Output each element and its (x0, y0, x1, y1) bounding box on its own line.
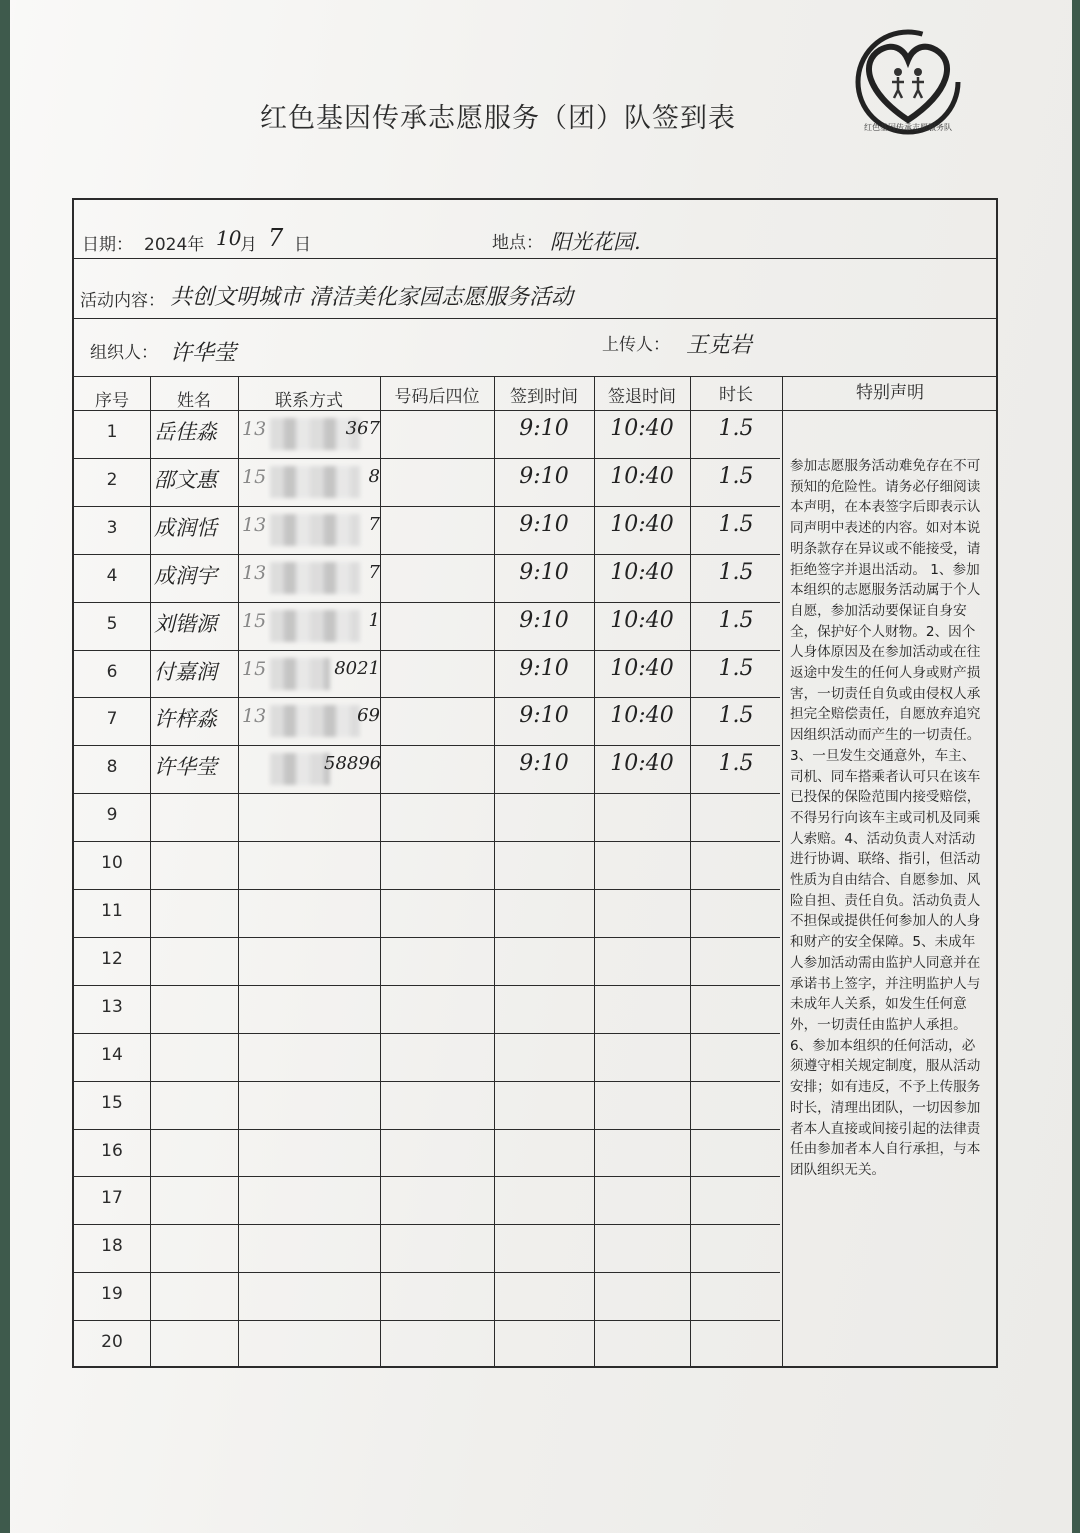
row-number: 3 (106, 517, 118, 538)
duration-value: 1.5 (718, 463, 754, 489)
participant-name: 刘锴源 (154, 611, 217, 636)
col-header-contact: 联系方式 (275, 391, 343, 411)
row-divider (74, 506, 780, 507)
phone-tail: 7 (368, 561, 380, 583)
activity-label: 活动内容： (80, 291, 165, 311)
sign-out-time: 10:40 (610, 655, 674, 681)
phone-tail: 1 (368, 609, 380, 631)
row-divider (74, 1081, 780, 1082)
row-number: 18 (101, 1236, 123, 1257)
col-header-duration: 时长 (719, 385, 753, 405)
row-divider (74, 937, 780, 938)
row-divider (74, 697, 780, 698)
phone-head: 13 (242, 513, 267, 536)
duration-value: 1.5 (718, 511, 754, 537)
row-divider (74, 1272, 780, 1273)
row-number: 16 (101, 1140, 123, 1161)
row-number: 10 (101, 853, 123, 874)
row-number: 6 (106, 661, 118, 682)
row-divider (74, 554, 780, 555)
sign-in-time: 9:10 (519, 416, 569, 441)
col-header-notice: 特别声明 (856, 383, 924, 403)
row-number: 19 (101, 1284, 123, 1305)
row-number: 1 (106, 422, 118, 442)
logo-caption: 红色基因传承志愿服务队 (864, 123, 952, 132)
duration-value: 1.5 (718, 416, 754, 441)
phone-tail: 367 (345, 418, 380, 439)
participant-name: 许梓淼 (154, 707, 217, 732)
sign-in-form (72, 198, 998, 1368)
sign-in-time: 9:10 (519, 703, 569, 729)
sign-out-time: 10:40 (610, 751, 674, 777)
participant-name: 岳佳淼 (154, 420, 217, 444)
sign-in-sheet (10, 0, 1072, 1533)
row-number: 8 (106, 757, 118, 778)
location-label: 地点： (492, 233, 543, 253)
phone-tail: 8 (368, 465, 380, 487)
phone-head: 13 (242, 561, 267, 584)
row-divider (74, 650, 780, 651)
sign-out-time: 10:40 (610, 703, 674, 729)
phone-head: 13 (242, 418, 267, 440)
row-divider (74, 841, 780, 842)
sign-in-time: 9:10 (519, 607, 569, 633)
phone-redaction (270, 658, 330, 690)
phone-redaction (270, 753, 330, 785)
row-number: 4 (106, 565, 118, 586)
date-label: 日期： (82, 235, 133, 255)
phone-head: 15 (242, 465, 267, 488)
row-divider (74, 458, 780, 459)
row-divider (74, 1224, 780, 1225)
duration-value: 1.5 (718, 703, 754, 729)
duration-value: 1.5 (718, 607, 754, 633)
col-header-sign-in: 签到时间 (510, 387, 578, 407)
participant-name: 邵文惠 (154, 467, 217, 492)
duration-value: 1.5 (718, 751, 754, 777)
special-notice: 参加志愿服务活动难免存在不可预知的危险性。请务必仔细阅读本声明，在本表签字后即表示认同声明中表述的内容。如对本说明条款存在异议或不能接受，请拒绝签字并退出活动。 1、参加本组织的志愿服务活动属于个人自愿，参加活动要保证自身安全，保护好个人财物。2、因个人身体原因及在参加活动或在往返途中发生的任何人身或财产损害，一切责任自负或由侵权人承担完全赔偿责任，自愿放弃追究因组织活动而产生的一切责任。3、一旦发生交通意外，车主、司机、同车搭乘者认可只在该车已投保的保险范围内接受赔偿，不得另行向该车主或司机及同乘人索赔。4、活动负责人对活动进行协调、联络、指引，但活动性质为自由结合、自愿参加、风险自担、责任自负。活动负责人不担保或提供任何参加人的人身和财产的安全保障。5、未成年人参加活动需由监护人同意并在承诺书上签字，并注明监护人与未成年人关系，如发生任何意外，一切责任由监护人承担。6、参加本组织的任何活动，必须遵守相关规定制度，服从活动安排；如有违反，不予上传服务时长，清理出团队，一切因参加者本人直接或间接引起的法律责任由参加者本人自行承担，与本团队组织无关。 (790, 458, 981, 1178)
phone-tail: 58896 (324, 753, 382, 775)
date-year: 2024年 (144, 235, 205, 255)
col-header-name: 姓名 (177, 391, 211, 411)
uploader-label: 上传人： (602, 335, 670, 355)
row-divider (74, 793, 780, 794)
row-number: 11 (101, 901, 123, 921)
location-value: 阳光花园. (550, 230, 641, 254)
sign-in-time: 9:10 (519, 751, 569, 777)
date-day: 7 (268, 224, 284, 252)
date-month: 10 (216, 226, 242, 250)
participant-name: 成润恬 (154, 515, 217, 540)
row-number: 14 (101, 1044, 123, 1065)
phone-tail: 7 (368, 513, 380, 535)
row-divider (74, 1033, 780, 1034)
row-number: 7 (106, 709, 118, 730)
participant-name: 许华莹 (154, 755, 217, 780)
phone-tail: 8021 (334, 657, 380, 679)
row-divider (74, 1129, 780, 1130)
date-month-unit: 月 (240, 235, 257, 255)
organizer-label: 组织人： (90, 343, 158, 363)
sign-in-time: 9:10 (519, 463, 569, 489)
activity-value: 共创文明城市 清洁美化家园志愿服务活动 (170, 285, 573, 310)
row-divider (74, 602, 780, 603)
phone-head: 15 (242, 609, 267, 632)
row-number: 9 (106, 805, 118, 826)
row-number: 15 (101, 1092, 123, 1113)
uploader-value: 王克岩 (686, 333, 753, 358)
phone-head: 15 (242, 657, 267, 680)
col-header-no: 序号 (95, 391, 129, 411)
row-divider (74, 889, 780, 890)
row-divider (74, 1320, 780, 1321)
row-number: 5 (106, 613, 118, 634)
phone-tail: 69 (357, 705, 380, 727)
phone-head: 13 (242, 705, 267, 728)
sign-out-time: 10:40 (610, 559, 674, 585)
duration-value: 1.5 (718, 559, 754, 585)
sign-out-time: 10:40 (610, 463, 674, 489)
duration-value: 1.5 (718, 655, 754, 681)
col-header-sign-out: 签退时间 (608, 387, 676, 407)
date-day-unit: 日 (294, 235, 311, 255)
page-title: 红色基因传承志愿服务（团）队签到表 (260, 103, 736, 134)
sign-in-time: 9:10 (519, 511, 569, 537)
row-number: 2 (106, 469, 118, 490)
row-divider (74, 985, 780, 986)
sign-out-time: 10:40 (610, 511, 674, 537)
sign-out-time: 10:40 (610, 607, 674, 633)
participant-name: 成润宇 (154, 563, 217, 588)
row-divider (74, 1176, 780, 1177)
col-header-last4: 号码后四位 (394, 387, 480, 407)
sign-in-time: 9:10 (519, 655, 569, 681)
row-divider (74, 745, 780, 746)
row-number: 13 (101, 996, 123, 1017)
row-number: 12 (101, 948, 123, 969)
row-number: 17 (101, 1188, 123, 1209)
sign-in-time: 9:10 (519, 559, 569, 585)
sign-out-time: 10:40 (610, 416, 674, 441)
organizer-value: 许华莹 (170, 341, 237, 366)
participant-name: 付嘉润 (154, 659, 217, 684)
row-number: 20 (101, 1332, 123, 1353)
